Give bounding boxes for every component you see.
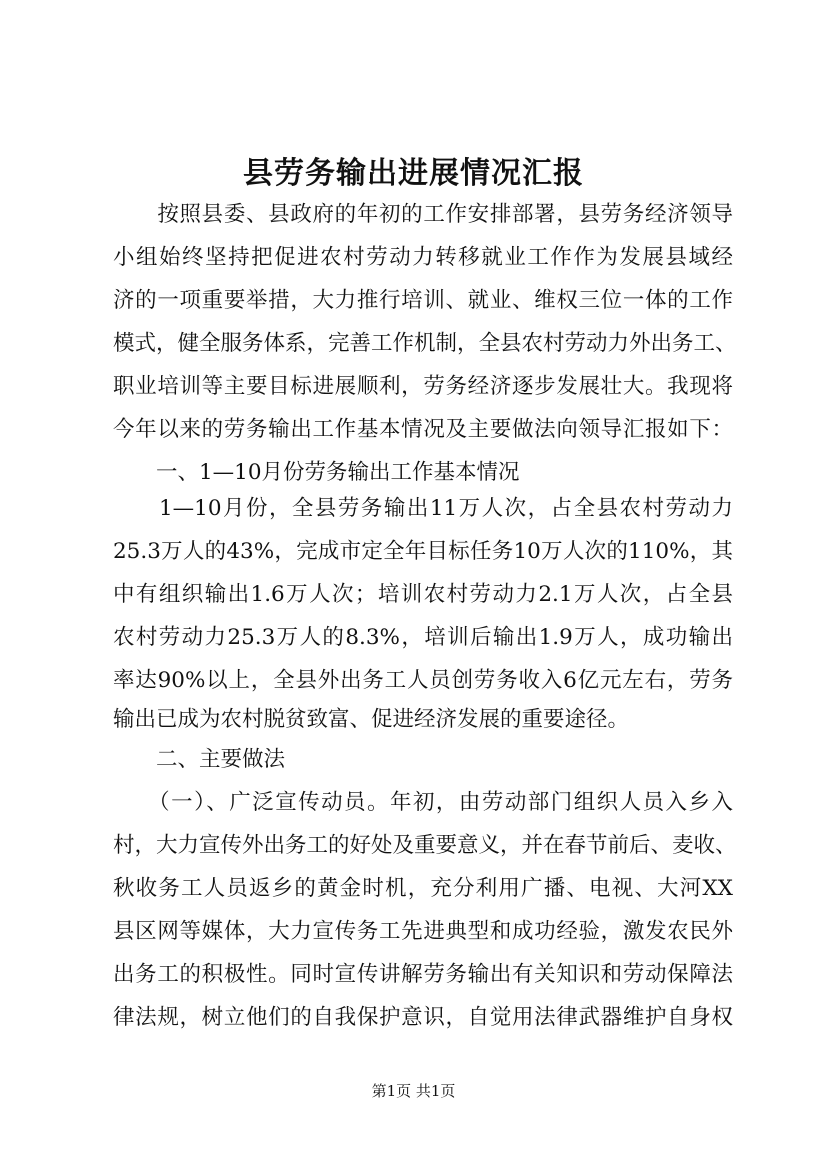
paragraph-line: 村，大力宣传外出务工的好处及重要意义，并在春节前后、麦收、 bbox=[113, 833, 737, 858]
paragraph-line: 县区网等媒体，大力宣传务工先进典型和成功经验，激发农民外 bbox=[113, 919, 733, 944]
section-heading: 二、主要做法 bbox=[113, 747, 286, 772]
paragraph-line: 济的一项重要举措，大力推行培训、就业、维权三位一体的工作 bbox=[113, 288, 733, 313]
document-title: 县劳务输出进展情况汇报 bbox=[243, 156, 584, 191]
paragraph-line: 今年以来的劳务输出工作基本情况及主要做法向领导汇报如下： bbox=[113, 417, 733, 442]
page-footer: 第1页 共1页 bbox=[371, 1082, 456, 1100]
paragraph-line: 出务工的积极性。同时宣传讲解劳务输出有关知识和劳动保障法 bbox=[113, 962, 733, 987]
paragraph-line: 25.3万人的43%，完成市定全年目标任务10万人次的110%，其 bbox=[113, 539, 733, 564]
section-heading: 一、1—10月份劳务输出工作基本情况 bbox=[113, 460, 520, 485]
paragraph-line: 小组始终坚持把促进农村劳动力转移就业工作作为发展县域经 bbox=[113, 245, 733, 270]
paragraph-line: 职业培训等主要目标进展顺利，劳务经济逐步发展壮大。我现将 bbox=[113, 374, 733, 399]
paragraph-line: 中有组织输出1.6万人次；培训农村劳动力2.1万人次，占全县 bbox=[113, 582, 733, 607]
paragraph-line: （一）、广泛宣传动员。年初，由劳动部门组织人员入乡入 bbox=[113, 790, 733, 815]
paragraph-line: 率达90%以上，全县外出务工人员创劳务收入6亿元左右，劳务 bbox=[113, 668, 733, 693]
paragraph-line: 输出已成为农村脱贫致富、促进经济发展的重要途径。 bbox=[113, 707, 630, 732]
paragraph-line: 律法规，树立他们的自我保护意识，自觉用法律武器维护自身权 bbox=[113, 1005, 733, 1030]
paragraph-line: 农村劳动力25.3万人的8.3%，培训后输出1.9万人，成功输出 bbox=[113, 625, 733, 650]
paragraph-line: 1—10月份，全县劳务输出11万人次，占全县农村劳动力 bbox=[113, 496, 733, 521]
paragraph-line: 按照县委、县政府的年初的工作安排部署，县劳务经济领导 bbox=[113, 202, 733, 227]
paragraph-line: 模式，健全服务体系，完善工作机制，全县农村劳动力外出务工、 bbox=[113, 331, 737, 356]
paragraph-line: 秋收务工人员返乡的黄金时机，充分利用广播、电视、大河XX bbox=[113, 876, 733, 901]
